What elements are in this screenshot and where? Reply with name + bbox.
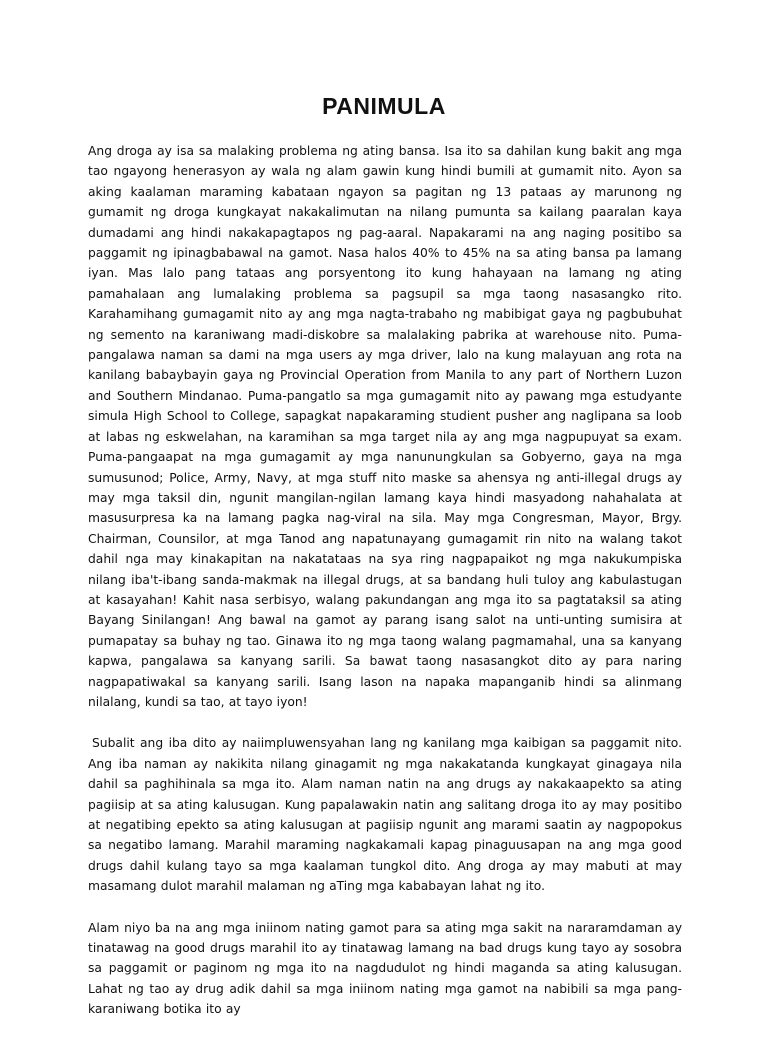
- document-title: PANIMULA: [322, 93, 446, 119]
- document-body: [88, 141, 682, 1041]
- paragraph-3: Alam niyo ba na ang mga iniinom nating gamot para sa ating mga sakit na nararamdaman ay tinatawag na good drugs marahil ito ay tinatawag lamang na bad drugs kung tayo ay sosobra sa paggamit or paginom ng mga ito na nagdudulot ng hindi maganda sa ating kalusugan. Lahat ng tao ay drug adik dahil sa mga iniinom nating mga gamot na nabibili sa mga pang-karaniwang botika ito ay: [88, 920, 682, 1017]
- paragraph-1: Ang droga ay isa sa malaking problema ng ating bansa. Isa ito sa dahilan kung bakit ang mga tao ngayong henerasyon ay wala ng alam gawin kung hindi bumili at gumamit nito. Ayon sa aking kaalaman maraming kabataan ngayon sa pagitan ng 13 pataas ay marunong ng gumamit ng droga kungkayat nakakalimutan na nilang pumunta sa kailang paaralan kaya dumadami ang hindi nakakapagtapos ng pag-aaral. Napakarami na ang naging positibo sa paggamit ng ipinagbabawal na gamot. Nasa halos 40% to 45% na sa ating bansa pa lamang iyan. Mas lalo pang tataas ang porsyentong ito kung hahayaan na lamang ng ating pamahalaan ang lumalaking problema sa pagsupil sa mga taong nasasangko rito. Karahamihang gumagamit nito ay ang mga nagta-trabaho ng mabibigat gaya ng pagbubuhat ng semento na karaniwang madi-diskobre sa malalaking pabrika at warehouse nito. Puma-pangalawa naman sa dami na mga users ay mga driver, lalo na kung malayuan ang rota na kanilang babaybayin gaya ng Provincial Operation from Manila to any part of Northern Luzon and Southern Mindanao. Puma-pangatlo sa mga gumagamit nito ay pawang mga estudyante simula High School to College, sapagkat napakaraming studient pusher ang naglipana sa loob at labas ng eskwelahan, na karamihan sa mga target nila ay ang mga nagpupuyat sa exam. Puma-pangaapat na mga gumagamit ay mga nanunungkulan sa Gobyerno, gaya na mga sumusunod; Police, Army, Navy, at mga stuff nito maske sa ahensya ng anti-illegal drugs ay may mga taksil din, ngunit mangilan-ngilan lamang kaya hindi masyadong nahahalata at masusurpresa ka na lamang pagka nag-viral na sila. May mga Congresman, Mayor, Brgy. Chairman, Counsilor, at mga Tanod ang napatunayang gumagamit rin nito na walang takot dahil nga may kinakapitan na nakatataas na sya ring nagpapaikot ng mga nakukumpiska nilang iba't-ibang sanda-makmak na illegal drugs, at sa bandang huli tuloy ang kabulastugan at kasayahan! Kahit nasa serbisyo, walang pakundangan ang mga ito sa pagtataksil sa ating Bayang Sinilangan! Ang bawal na gamot ay parang isang salot na unti-unting sumisira at pumapatay sa buhay ng tao. Ginawa ito ng mga taong walang pagmamahal, una sa kanyang kapwa, pangalawa sa kanyang sarili. Sa bawat taong nasasangkot dito ay para naring nagpapatiwakal sa kanyang sarili. Isang lason na napaka mapanganib hindi sa alinmang nilalang, kundi sa tao, at tayo iyon!: [88, 144, 682, 709]
- paragraph-2: Subalit ang iba dito ay naiimpluwensyahan lang ng kanilang mga kaibigan sa paggamit nito. Ang iba naman ay nakikita nilang ginagamit ng mga nakakatanda kungkayat ginagaya nila dahil sa paghihinala sa mga ito. Alam naman natin na ang drugs ay nakakaapekto sa ating pagiisip at sa ating kalusugan. Kung papalawakin natin ang salitang droga ito ay may positibo at negatibing epekto sa ating kalusugan at pagiisip ngunit ang marami saatin ay nagpopokus sa negatibo lamang. Marahil maraming nagkakamali kapag pinaguusapan na ang mga good drugs dahil kulang tayo sa mga kaalaman tungkol dito. Ang droga ay may mabuti at may masamang dulot marahil malaman ng aTing mga kababayan lahat ng ito.: [88, 736, 682, 894]
